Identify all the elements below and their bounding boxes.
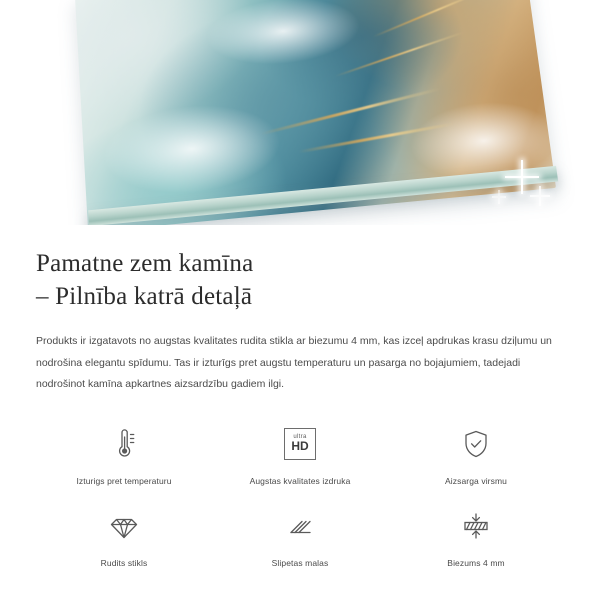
feature-item-temperature	[36, 422, 212, 486]
ultra-hd-top-label: ultra	[293, 434, 307, 441]
artwork-wisp	[100, 98, 284, 201]
feature-caption: Rudits stikls	[100, 557, 148, 568]
ultra-hd-bottom-label: HD	[291, 439, 309, 454]
headline-line-1: Pamatne zem kamīna	[36, 250, 254, 277]
content-area	[0, 247, 600, 568]
feature-caption: Izturigs pret temperaturu	[76, 475, 172, 486]
thermometer-icon	[104, 422, 144, 466]
feature-grid	[36, 422, 564, 568]
feature-item-print-quality	[212, 422, 388, 486]
ultra-hd-icon	[284, 422, 316, 466]
thickness-icon	[454, 504, 498, 548]
feature-caption: Biezums 4 mm	[447, 557, 505, 568]
feature-item-surface-protection	[388, 422, 564, 486]
polished-edges-icon	[280, 504, 320, 548]
diamond-icon	[104, 504, 144, 548]
artwork-wisp	[203, 0, 363, 71]
feature-item-thickness	[388, 504, 564, 568]
headline-line-2: – Pilnība katrā detaļā	[36, 283, 253, 310]
page-title	[36, 247, 564, 313]
feature-item-tempered-glass	[36, 504, 212, 568]
artwork-gold-streak	[373, 0, 481, 38]
feature-caption: Aizsarga virsmu	[445, 475, 507, 486]
description-paragraph: Produkts ir izgatavots no augstas kvalitates rudita stikla ar biezumu 4 mm, kas izceļ apdrukas krasu dziļumu un nodrošina elegantu spīdumu. Tas ir izturīgs pret augstu temperaturu un pasarga no bojajumiem, tadejadi nodrošinot kamīna apkartnes aizsardzību gadiem ilgi.	[36, 335, 552, 391]
shield-check-icon	[456, 422, 496, 466]
artwork-gold-streak	[260, 88, 439, 136]
hero-image	[0, 0, 600, 225]
feature-item-polished-edges	[212, 504, 388, 568]
feature-caption: Slipetas malas	[271, 557, 329, 568]
feature-caption: Augstas kvalitates izdruka	[249, 475, 351, 486]
